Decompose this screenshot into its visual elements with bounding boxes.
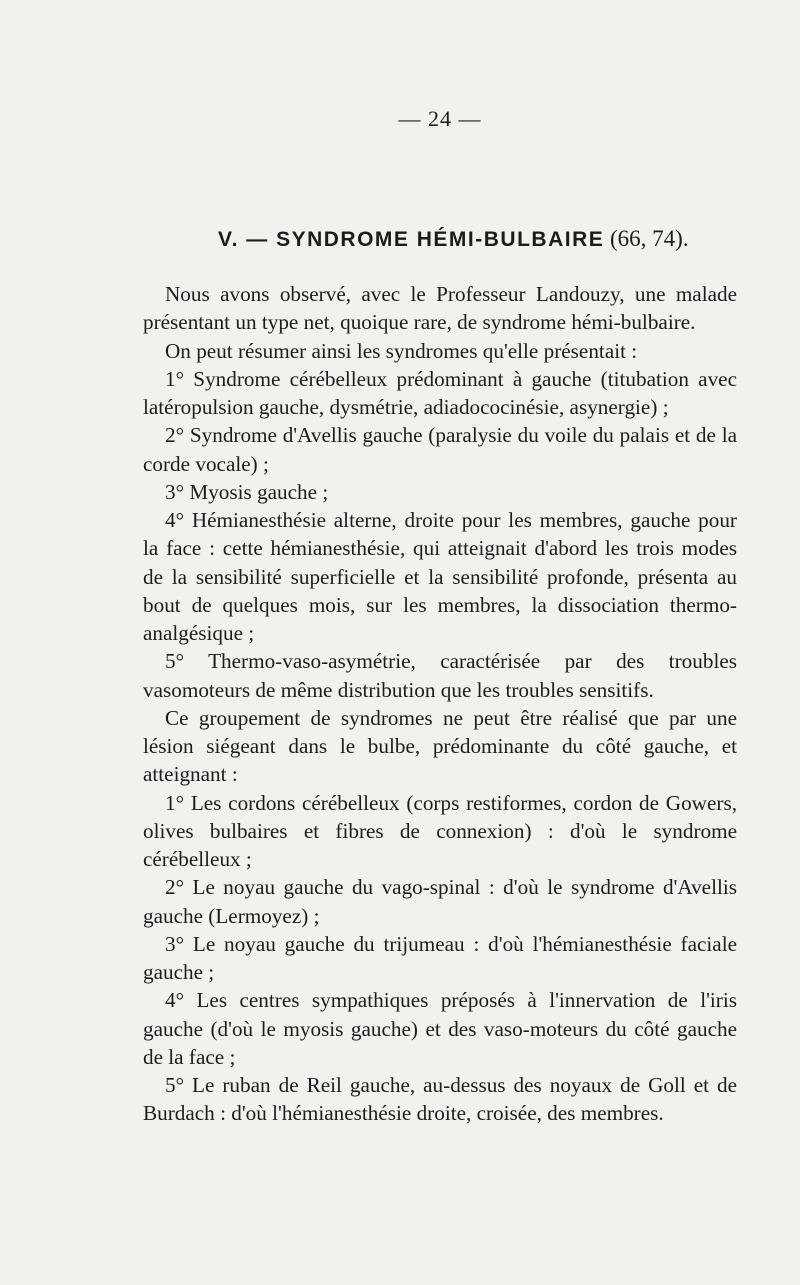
- page-number: — 24 —: [398, 106, 482, 131]
- list-item: 5° Thermo-vaso-asymétrie, caractérisée par des troubles vasomoteurs de même distribution que les troubles sensitifs.: [143, 649, 737, 702]
- list-item: 4° Hémianesthésie alterne, droite pour les membres, gauche pour la face : cette hémianesthésie, qui atteignait d'abord les trois modes de la sensibilité superficielle et la sensibilité profonde, présenta au bout de quelques mois, sur les membres, la dissociation thermo-analgésique ;: [143, 508, 737, 645]
- section-title: [218, 226, 689, 252]
- list-item: 1° Les cordons cérébelleux (corps restiformes, cordon de Gowers, olives bulbaires et fibres de connexion) : d'où le syndrome cérébelleux ;: [143, 790, 737, 871]
- list-item: 1° Syndrome cérébelleux prédominant à gauche (titubation avec latéropulsion gauche, dysmétrie, adiadococinésie, asynergie) ;: [143, 366, 737, 419]
- paragraph: On peut résumer ainsi les syndromes qu'elle présentait :: [165, 338, 638, 363]
- list-item: 3° Le noyau gauche du trijumeau : d'où l'hémianesthésie faciale gauche ;: [143, 931, 737, 984]
- paragraph: Ce groupement de syndromes ne peut être réalisé que par une lésion siégeant dans le bulbe, prédominante du côté gauche, et atteignant :: [143, 705, 737, 787]
- list-item: 2° Syndrome d'Avellis gauche (paralysie du voile du palais et de la corde vocale) ;: [143, 423, 737, 476]
- list-item: 2° Le noyau gauche du vago-spinal : d'où le syndrome d'Avellis gauche (Lermoyez) ;: [143, 875, 737, 928]
- paragraph: Nous avons observé, avec le Professeur Landouzy, une malade présentant un type net, quoique rare, de syndrome hémi-bulbaire.: [143, 282, 737, 335]
- section-title-text: V. — SYNDROME HÉMI-BULBAIRE: [218, 228, 605, 251]
- list-item: 5° Le ruban de Reil gauche, au-dessus des noyaux de Goll et de Burdach : d'où l'hémianesthésie droite, croisée, des membres.: [143, 1073, 737, 1126]
- section-title-refs: (66, 74).: [610, 226, 689, 251]
- list-item: 3° Myosis gauche ;: [165, 479, 329, 504]
- body-text: [143, 280, 737, 1128]
- list-item: 4° Les centres sympathiques préposés à l'innervation de l'iris gauche (d'où le myosis gauche) et des vaso-moteurs du côté gauche de la face ;: [143, 988, 737, 1069]
